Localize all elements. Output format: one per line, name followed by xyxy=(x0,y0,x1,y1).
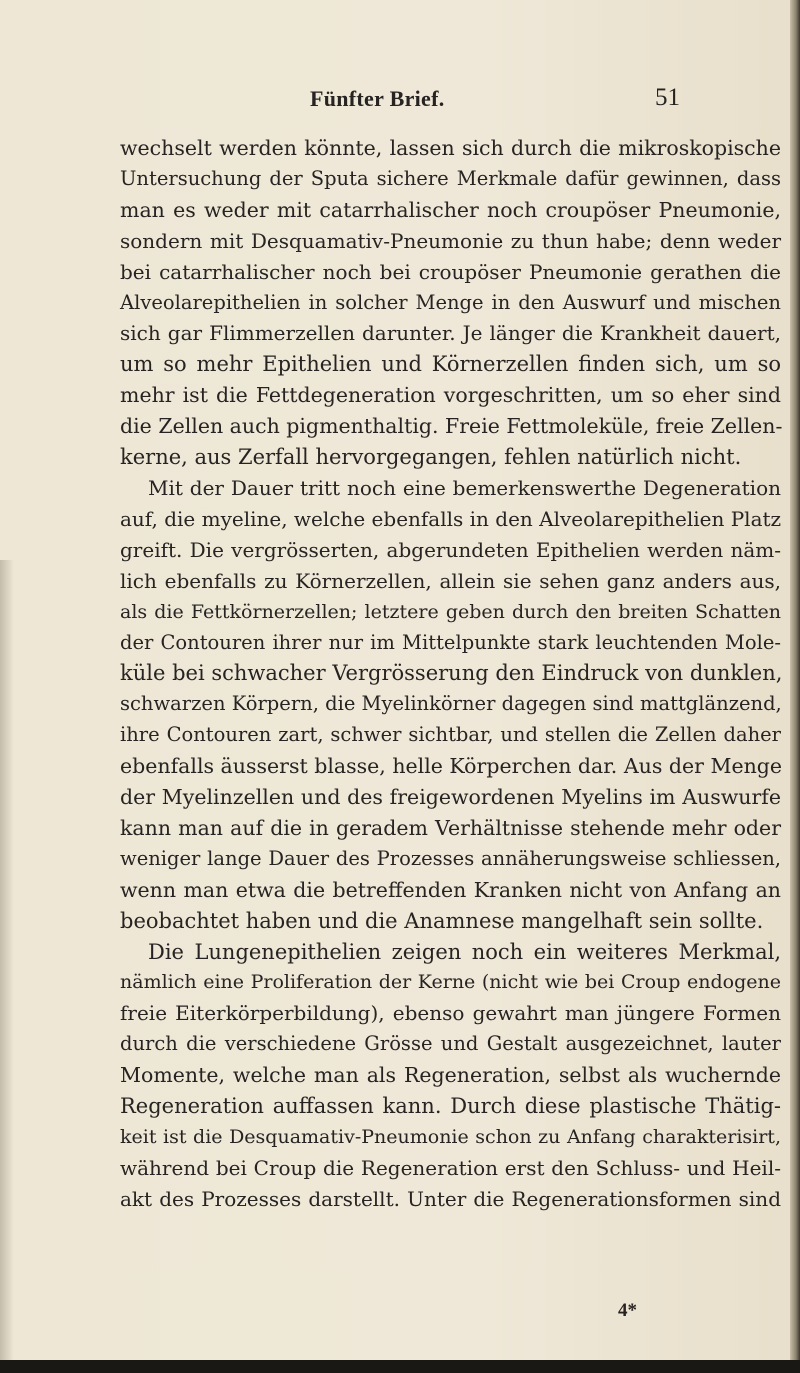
page-header xyxy=(0,86,800,120)
text-line: greift. Die vergrösserten, abgerundeten Epithelien werden näm- xyxy=(120,537,781,562)
text-line: ihre Contouren zart, schwer sichtbar, und stellen die Zellen daher xyxy=(120,723,781,747)
body-text xyxy=(120,133,781,1215)
text-line: wenn man etwa die betreffenden Kranken nicht von Anfang an xyxy=(120,877,781,902)
text-line: als die Fettkörnerzellen; letztere geben durch den breiten Schatten xyxy=(120,600,781,623)
printer-signature: 4* xyxy=(618,1300,637,1321)
text-line: durch die verschiedene Grösse und Gestalt ausgezeichnet, lauter xyxy=(120,1032,781,1056)
text-line: Untersuchung der Sputa sichere Merkmale dafür gewinnen, dass xyxy=(120,166,781,190)
text-line: die Zellen auch pigmenthaltig. Freie Fettmoleküle, freie Zellen- xyxy=(120,414,783,439)
text-line: freie Eiterkörperbildung), ebenso gewahrt man jüngere Formen xyxy=(120,1001,781,1026)
running-head: Fünfter Brief. xyxy=(310,86,445,111)
text-line: kann man auf die in geradem Verhältnisse stehende mehr oder xyxy=(120,815,781,840)
text-line: beobachtet haben und die Anamnese mangelhaft sein sollte. xyxy=(120,908,764,933)
text-line: Alveolarepithelien in solcher Menge in den Auswurf und mischen xyxy=(120,290,781,314)
text-line: nämlich eine Proliferation der Kerne (nicht wie bei Croup endogene xyxy=(120,971,781,994)
text-line: Momente, welche man als Regeneration, selbst als wuchernde xyxy=(120,1063,781,1088)
text-line: mehr ist die Fettdegeneration vorgeschritten, um so eher sind xyxy=(120,383,781,408)
text-line: schwarzen Körpern, die Myelinkörner dagegen sind mattglänzend, xyxy=(120,692,782,716)
text-line: Regeneration auffassen kann. Durch diese plastische Thätig- xyxy=(120,1094,781,1119)
bottom-border xyxy=(0,1360,800,1373)
page-edge xyxy=(790,0,800,1373)
text-line: der Myelinzellen und des freigewordenen Myelins im Auswurfe xyxy=(120,785,781,810)
text-line: während bei Croup die Regeneration erst den Schluss- und Heil- xyxy=(120,1155,781,1180)
text-line: man es weder mit catarrhalischer noch croupöser Pneumonie, xyxy=(120,197,781,222)
text-line: ebenfalls äusserst blasse, helle Körperchen dar. Aus der Menge xyxy=(120,754,783,779)
text-line: weniger lange Dauer des Prozesses annäherungsweise schliessen, xyxy=(120,846,781,870)
text-line: kerne, aus Zerfall hervorgegangen, fehlen natürlich nicht. xyxy=(120,445,742,470)
text-line: akt des Prozesses darstellt. Unter die Regenerationsformen sind xyxy=(120,1186,781,1211)
text-line: bei catarrhalischer noch bei croupöser Pneumonie gerathen die xyxy=(120,259,781,284)
text-line: Die Lungenepithelien zeigen noch ein weiteres Merkmal, xyxy=(148,939,781,964)
text-line: um so mehr Epithelien und Körnerzellen finden sich, um so xyxy=(120,352,781,377)
text-line: wechselt werden könnte, lassen sich durch die mikroskopische xyxy=(120,136,781,160)
text-line: sondern mit Desquamativ-Pneumonie zu thun habe; denn weder xyxy=(120,228,781,253)
text-line: Mit der Dauer tritt noch eine bemerkenswerthe Degeneration xyxy=(148,475,781,500)
page-number: 51 xyxy=(655,84,680,111)
page-gutter-shadow xyxy=(0,560,14,1360)
text-line: lich ebenfalls zu Körnerzellen, allein sie sehen ganz anders aus, xyxy=(120,568,781,593)
text-line: auf, die myeline, welche ebenfalls in den Alveolarepithelien Platz xyxy=(120,506,782,531)
text-line: sich gar Flimmerzellen darunter. Je länger die Krankheit dauert, xyxy=(120,321,781,346)
text-line: keit ist die Desquamativ-Pneumonie schon zu Anfang charakterisirt, xyxy=(120,1126,781,1148)
text-line: küle bei schwacher Vergrösserung den Eindruck von dunklen, xyxy=(120,661,783,686)
text-line: der Contouren ihrer nur im Mittelpunkte stark leuchtenden Mole- xyxy=(120,630,781,654)
